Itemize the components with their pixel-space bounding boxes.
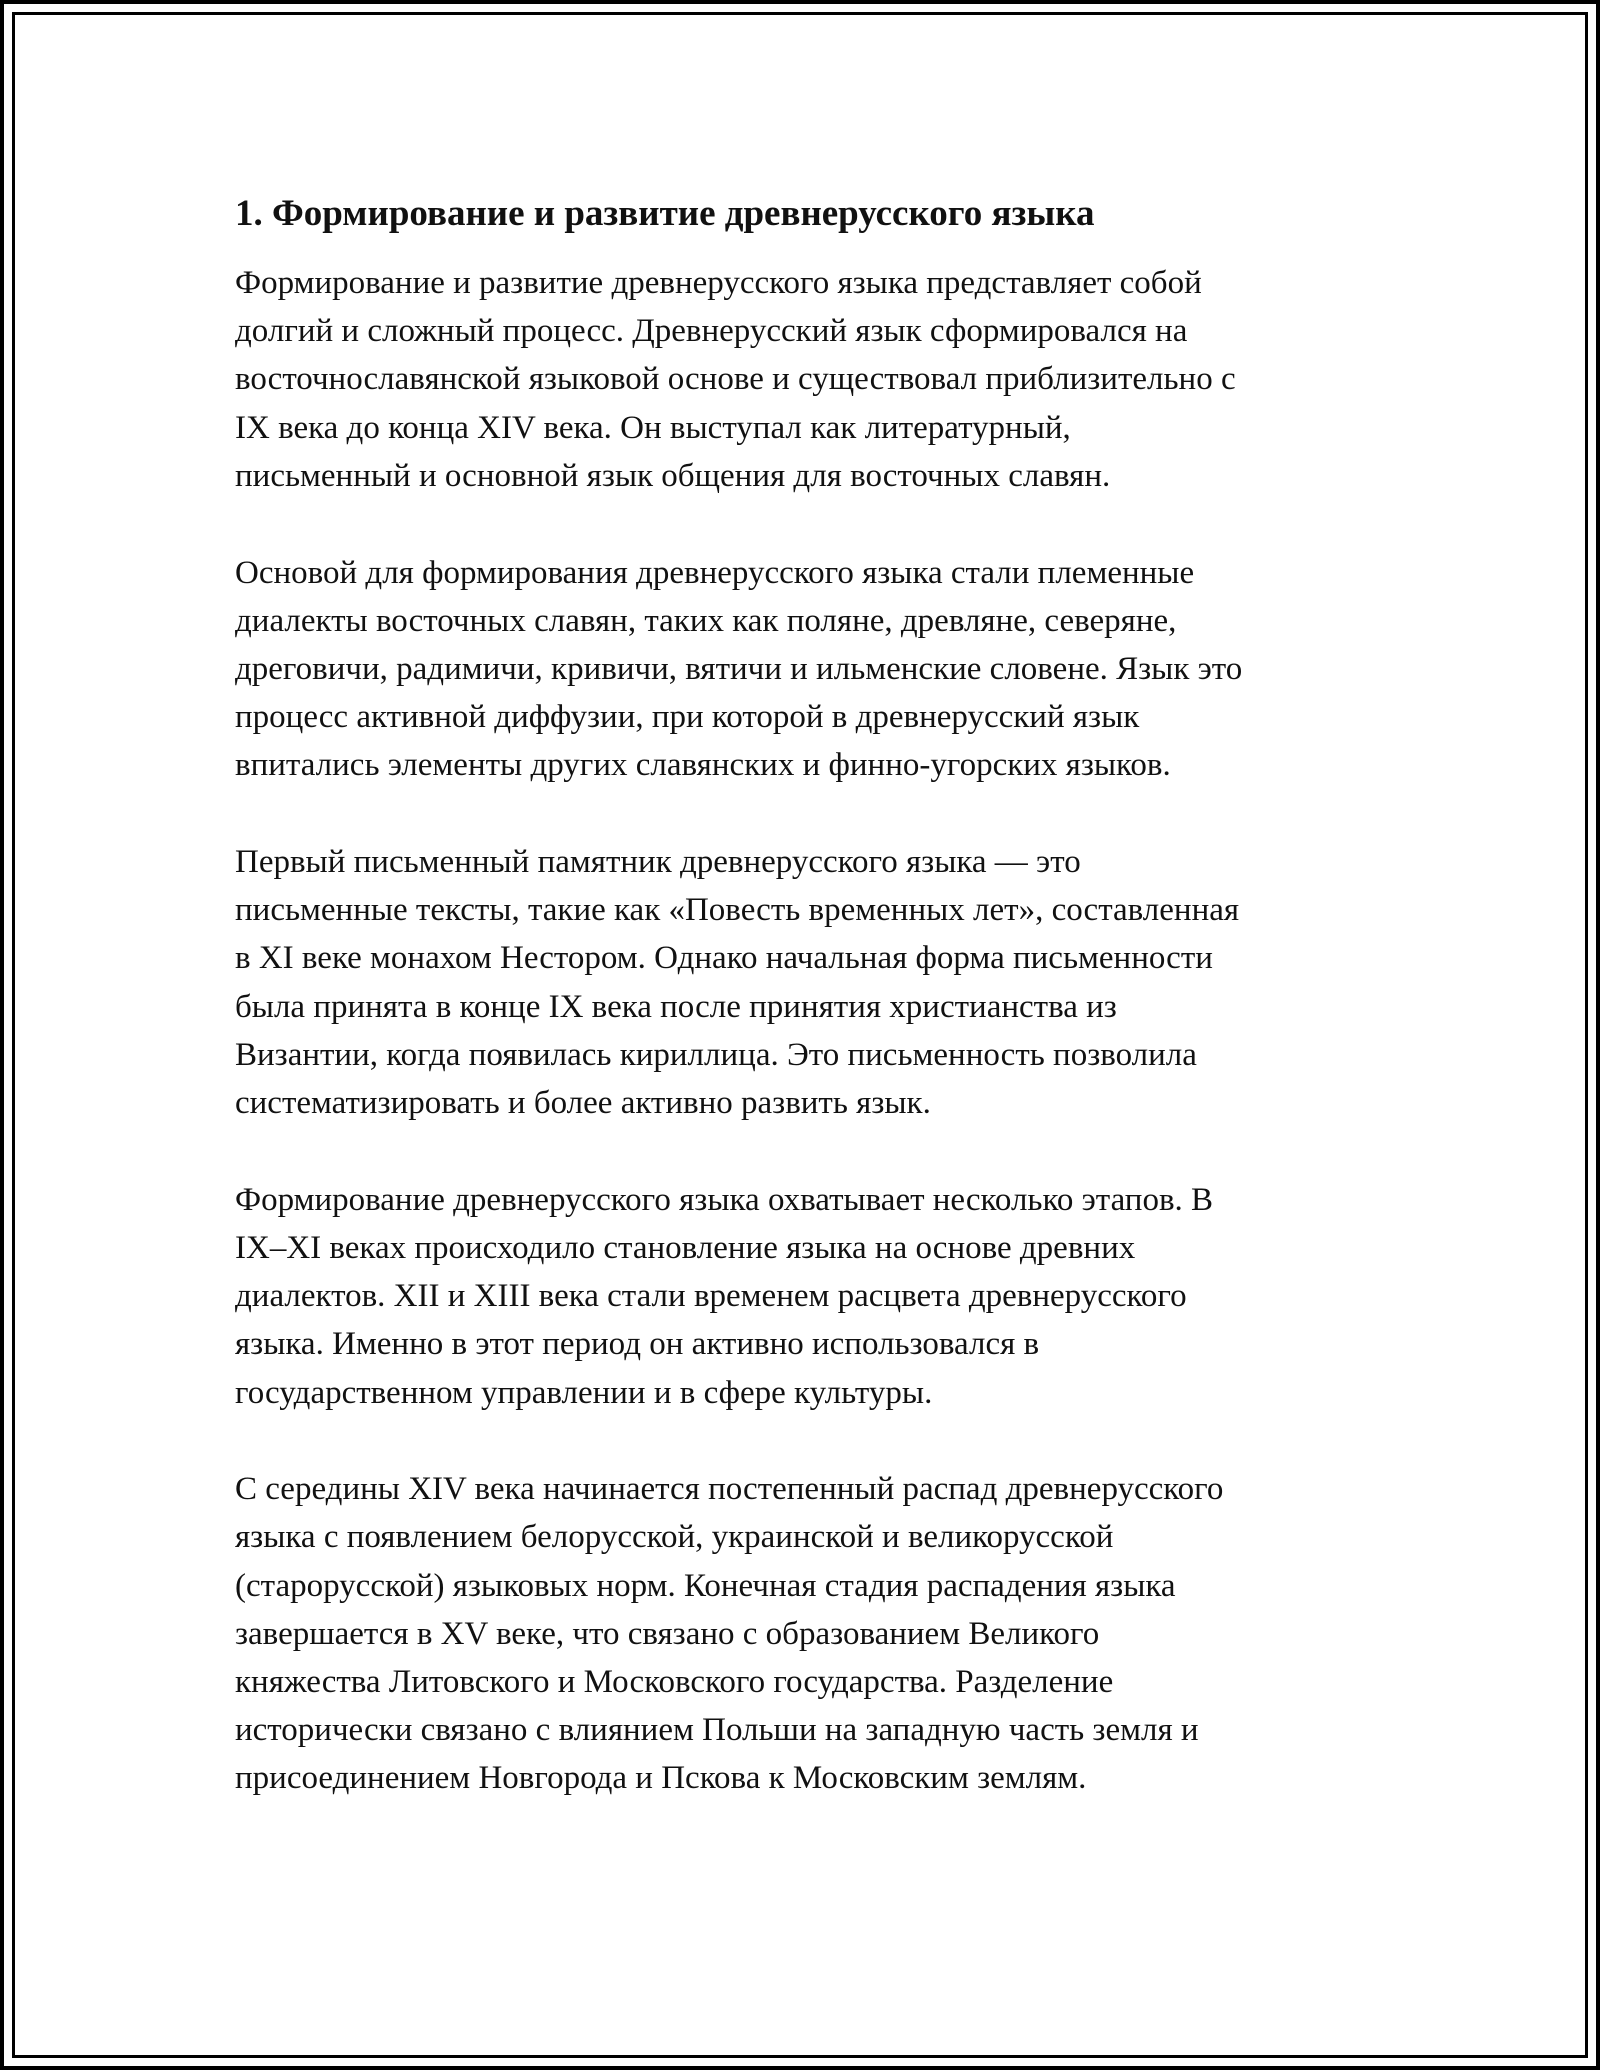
paragraph-3: Первый письменный памятник древнерусского языка — это письменные тексты, такие как «Повесть временных лет», составленная в XI веке монахом Нестором. Однако начальная форма письменности была принята в конце IX века после принятия христианства из Византии, когда появилась кириллица. Это письменность позволила систематизировать и более активно развить язык. (235, 844, 1240, 1122)
paragraph-4: Формирование древнерусского языка охватывает несколько этапов. В IX–XI веках происходило становление языка на основе древних диалектов. XII и XIII века стали временем расцвета древнерусского языка. Именно в этот период он активно использовался в государственном управлении и в сфере культуры. (235, 1181, 1214, 1411)
document-body (235, 188, 1375, 1851)
paragraph-1: Формирование и развитие древнерусского языка представляет собой долгий и сложный процесс. Древнерусский язык сформировался на восточнославянской языковой основе и существовал приблизительно с IX века до конца XIV века. Он выступал как литературный, письменный и основной язык общения для восточных славян. (235, 265, 1236, 494)
paragraph-5: С середины XIV века начинается постепенный распад древнерусского языка с появлением белорусской, украинской и великорусской (старорусской) языковых норм. Конечная стадия распадения языка завершается в XV веке, что связано с образованием Великого княжества Литовского и Московского государства. Разделение исторически связано с влиянием Польши на западную часть земля и присоединением Новгорода и Пскова к Московским землям. (235, 1471, 1224, 1797)
paragraph-2: Основой для формирования древнерусского языка стали племенные диалекты восточных славян, таких как поляне, древляне, северяне, дреговичи, радимичи, кривичи, вятичи и ильменские словене. Язык это процесс активной диффузии, при которой в древнерусский язык впитались элементы других славянских и финно-угорских языков. (235, 554, 1243, 784)
page-title: 1. Формирование и развитие древнерусского языка (235, 193, 1095, 234)
